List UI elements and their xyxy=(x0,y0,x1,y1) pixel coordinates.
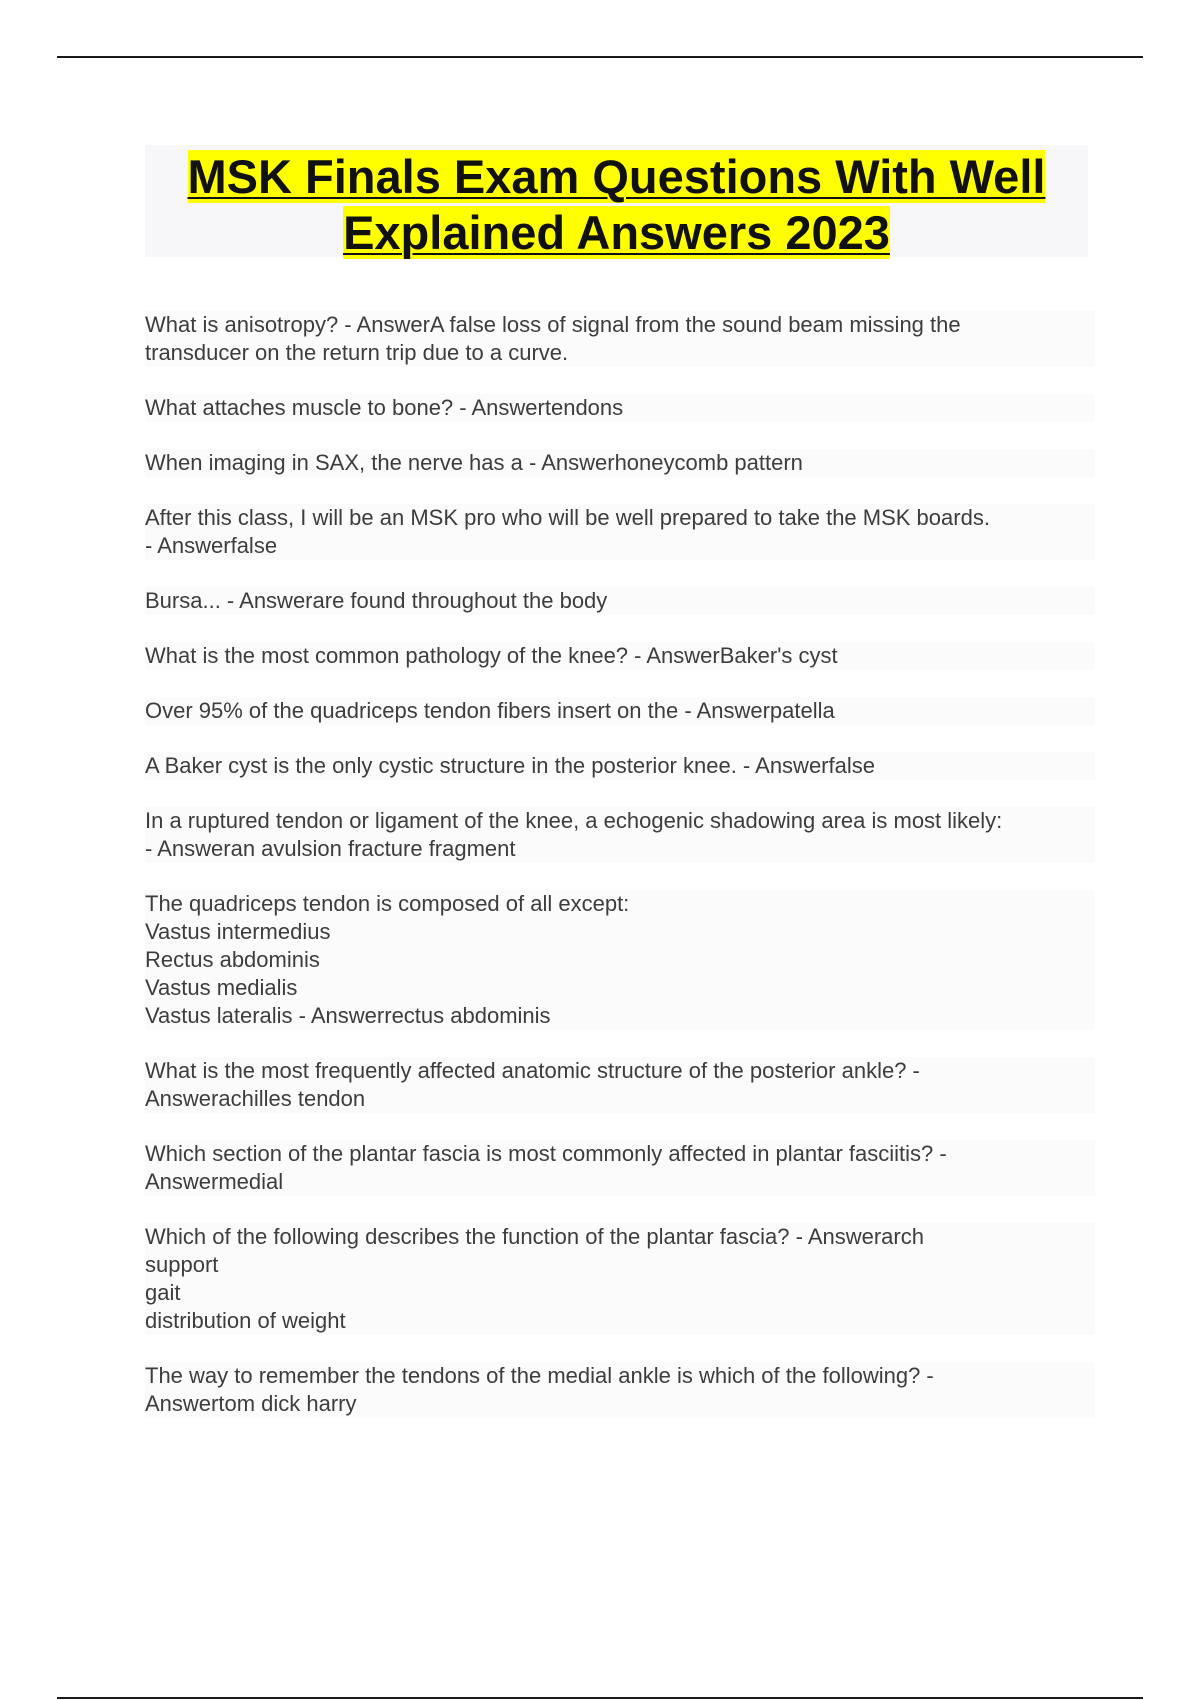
qa-item xyxy=(145,394,1095,422)
qa-line: Which section of the plantar fascia is most commonly affected in plantar fasciitis? - xyxy=(145,1141,947,1166)
qa-item xyxy=(145,1140,1095,1196)
qa-line: Over 95% of the quadriceps tendon fibers insert on the - Answerpatella xyxy=(145,698,835,723)
qa-item xyxy=(145,449,1095,477)
document-title xyxy=(145,145,1088,261)
qa-list xyxy=(145,311,1095,1445)
qa-line: Vastus intermedius xyxy=(145,919,331,944)
qa-line: Which of the following describes the function of the plantar fascia? - Answerarch xyxy=(145,1224,924,1249)
qa-line: What is anisotropy? - AnswerA false loss of signal from the sound beam missing the xyxy=(145,312,961,337)
qa-line: In a ruptured tendon or ligament of the knee, a echogenic shadowing area is most likely: xyxy=(145,808,1003,833)
qa-item xyxy=(145,1223,1095,1335)
qa-line: After this class, I will be an MSK pro who will be well prepared to take the MSK boards. xyxy=(145,505,990,530)
qa-item xyxy=(145,890,1095,1030)
qa-line: distribution of weight xyxy=(145,1308,346,1333)
qa-item xyxy=(145,752,1095,780)
qa-item xyxy=(145,642,1095,670)
qa-line: Answertom dick harry xyxy=(145,1391,357,1416)
qa-item xyxy=(145,807,1095,863)
qa-item xyxy=(145,1362,1095,1418)
qa-line: What is the most frequently affected anatomic structure of the posterior ankle? - xyxy=(145,1058,920,1083)
qa-item xyxy=(145,504,1095,560)
qa-line: Answerachilles tendon xyxy=(145,1086,366,1111)
qa-line: - Answerfalse xyxy=(145,533,278,558)
qa-line: gait xyxy=(145,1280,181,1305)
qa-line: transducer on the return trip due to a curve. xyxy=(145,340,569,365)
qa-item xyxy=(145,311,1095,367)
top-divider xyxy=(57,56,1143,58)
qa-line: The quadriceps tendon is composed of all except: xyxy=(145,891,630,916)
qa-item xyxy=(145,587,1095,615)
bottom-divider xyxy=(57,1697,1143,1699)
title-block xyxy=(145,145,1088,257)
qa-line: What attaches muscle to bone? - Answertendons xyxy=(145,395,624,420)
qa-line: support xyxy=(145,1252,219,1277)
qa-line: Vastus medialis xyxy=(145,975,298,1000)
title-line-2: Explained Answers 2023 xyxy=(343,206,890,259)
qa-line: Vastus lateralis - Answerrectus abdominis xyxy=(145,1003,551,1028)
qa-line: Rectus abdominis xyxy=(145,947,320,972)
qa-line: - Answeran avulsion fracture fragment xyxy=(145,836,516,861)
qa-item xyxy=(145,697,1095,725)
qa-line: What is the most common pathology of the knee? - AnswerBaker's cyst xyxy=(145,643,838,668)
qa-line: The way to remember the tendons of the medial ankle is which of the following? - xyxy=(145,1363,934,1388)
qa-line: Answermedial xyxy=(145,1169,284,1194)
qa-line: When imaging in SAX, the nerve has a - Answerhoneycomb pattern xyxy=(145,450,803,475)
title-line-1: MSK Finals Exam Questions With Well xyxy=(187,150,1046,203)
qa-item xyxy=(145,1057,1095,1113)
qa-line: A Baker cyst is the only cystic structure in the posterior knee. - Answerfalse xyxy=(145,753,875,778)
qa-line: Bursa... - Answerare found throughout the body xyxy=(145,588,608,613)
